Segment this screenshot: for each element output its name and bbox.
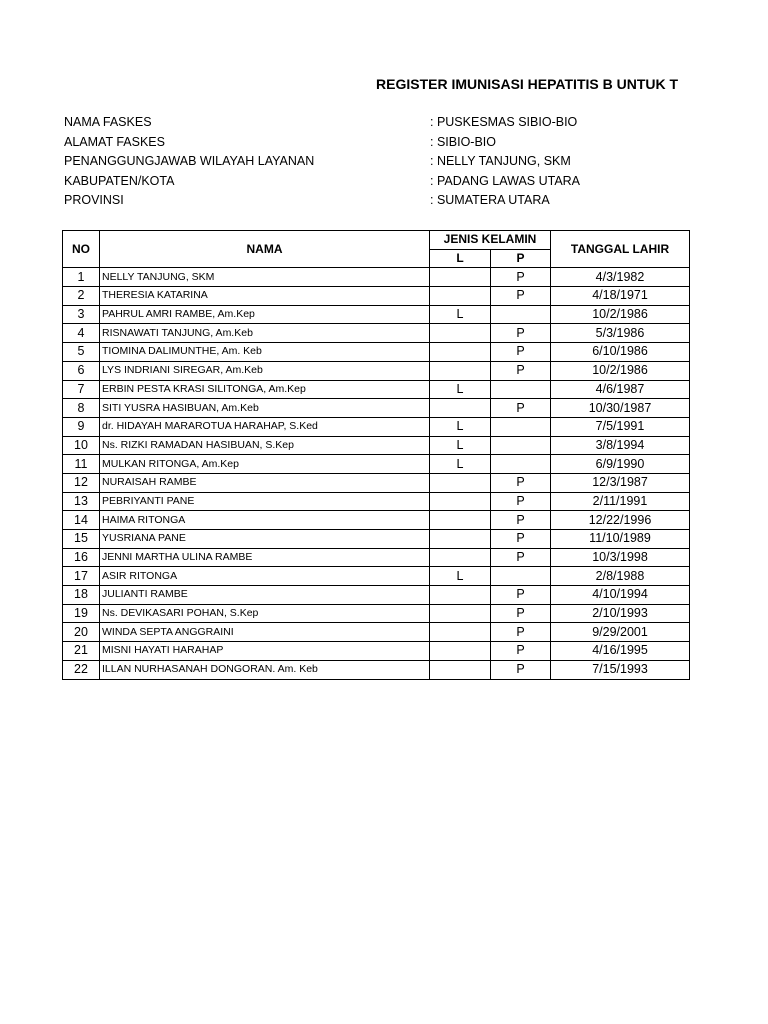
row-number: 4 — [63, 324, 100, 343]
info-value: : PUSKESMAS SIBIO-BIO — [430, 115, 578, 129]
row-gender-l — [430, 604, 491, 623]
register-table-body — [63, 268, 690, 679]
table-row — [63, 399, 690, 418]
row-number: 10 — [63, 436, 100, 455]
table-row — [63, 287, 690, 306]
table-row — [63, 473, 690, 492]
row-name: YUSRIANA PANE — [100, 530, 430, 549]
row-gender-p — [491, 455, 551, 474]
row-gender-l — [430, 586, 491, 605]
register-table — [62, 230, 690, 680]
row-gender-p — [491, 567, 551, 586]
row-birth-date: 10/3/1998 — [551, 548, 690, 567]
row-number: 13 — [63, 492, 100, 511]
row-gender-l: L — [430, 305, 491, 324]
row-birth-date: 2/10/1993 — [551, 604, 690, 623]
row-number: 22 — [63, 660, 100, 679]
table-row — [63, 567, 690, 586]
row-gender-p: P — [491, 473, 551, 492]
row-number: 2 — [63, 287, 100, 306]
row-birth-date: 10/30/1987 — [551, 399, 690, 418]
row-name: WINDA SEPTA ANGGRAINI — [100, 623, 430, 642]
row-gender-l — [430, 473, 491, 492]
table-row — [63, 642, 690, 661]
row-name: PAHRUL AMRI RAMBE, Am.Kep — [100, 305, 430, 324]
row-gender-l — [430, 287, 491, 306]
row-birth-date: 7/5/1991 — [551, 417, 690, 436]
row-number: 11 — [63, 455, 100, 474]
row-number: 8 — [63, 399, 100, 418]
info-label: PROVINSI — [64, 193, 124, 207]
row-number: 5 — [63, 343, 100, 362]
row-birth-date: 2/8/1988 — [551, 567, 690, 586]
row-birth-date: 2/11/1991 — [551, 492, 690, 511]
row-birth-date: 4/6/1987 — [551, 380, 690, 399]
info-value: : SIBIO-BIO — [430, 134, 496, 149]
row-gender-p — [491, 380, 551, 399]
table-row — [63, 305, 690, 324]
table-row — [63, 623, 690, 642]
table-row — [63, 343, 690, 362]
row-name: HAIMA RITONGA — [100, 511, 430, 530]
row-number: 3 — [63, 305, 100, 324]
row-gender-l — [430, 399, 491, 418]
row-gender-l: L — [430, 417, 491, 436]
header-tanggal-lahir: TANGGAL LAHIR — [551, 231, 690, 268]
table-row — [63, 417, 690, 436]
table-row — [63, 324, 690, 343]
row-birth-date: 5/3/1986 — [551, 324, 690, 343]
row-gender-l — [430, 492, 491, 511]
row-name: SITI YUSRA HASIBUAN, Am.Keb — [100, 399, 430, 418]
row-name: THERESIA KATARINA — [100, 287, 430, 306]
row-birth-date: 12/3/1987 — [551, 473, 690, 492]
row-gender-l — [430, 343, 491, 362]
table-row — [63, 380, 690, 399]
row-gender-p: P — [491, 548, 551, 567]
row-gender-l: L — [430, 380, 491, 399]
row-gender-p: P — [491, 399, 551, 418]
row-number: 12 — [63, 473, 100, 492]
row-birth-date: 6/10/1986 — [551, 343, 690, 362]
row-birth-date: 11/10/1989 — [551, 530, 690, 549]
row-name: ILLAN NURHASANAH DONGORAN. Am. Keb — [100, 660, 430, 679]
header-p: P — [491, 249, 551, 268]
info-value: : SUMATERA UTARA — [430, 193, 550, 207]
row-birth-date: 10/2/1986 — [551, 361, 690, 380]
row-birth-date: 12/22/1996 — [551, 511, 690, 530]
row-name: Ns. RIZKI RAMADAN HASIBUAN, S.Kep — [100, 436, 430, 455]
row-birth-date: 4/3/1982 — [551, 268, 690, 287]
row-gender-l — [430, 361, 491, 380]
row-name: Ns. DEVIKASARI POHAN, S.Kep — [100, 604, 430, 623]
row-birth-date: 10/2/1986 — [551, 305, 690, 324]
row-birth-date: 6/9/1990 — [551, 455, 690, 474]
row-gender-p: P — [491, 604, 551, 623]
table-row — [63, 660, 690, 679]
info-label: ALAMAT FASKES — [64, 134, 165, 149]
row-birth-date: 9/29/2001 — [551, 623, 690, 642]
row-gender-l — [430, 548, 491, 567]
row-gender-p — [491, 305, 551, 324]
row-gender-l — [430, 660, 491, 679]
row-gender-p: P — [491, 642, 551, 661]
row-name: JENNI MARTHA ULINA RAMBE — [100, 548, 430, 567]
row-gender-p: P — [491, 623, 551, 642]
row-number: 6 — [63, 361, 100, 380]
row-name: ASIR RITONGA — [100, 567, 430, 586]
row-gender-l — [430, 324, 491, 343]
row-gender-p: P — [491, 324, 551, 343]
row-gender-l — [430, 511, 491, 530]
header-no: NO — [63, 231, 100, 268]
row-gender-l — [430, 530, 491, 549]
row-name: MULKAN RITONGA, Am.Kep — [100, 455, 430, 474]
table-row — [63, 436, 690, 455]
info-value: : PADANG LAWAS UTARA — [430, 173, 581, 188]
row-number: 1 — [63, 268, 100, 287]
row-name: dr. HIDAYAH MARAROTUA HARAHAP, S.Ked — [100, 417, 430, 436]
header-nama: NAMA — [100, 231, 430, 268]
row-gender-p: P — [491, 492, 551, 511]
table-row — [63, 548, 690, 567]
header-jenis-kelamin: JENIS KELAMIN — [430, 231, 551, 250]
row-number: 21 — [63, 642, 100, 661]
table-row — [63, 492, 690, 511]
row-name: RISNAWATI TANJUNG, Am.Keb — [100, 324, 430, 343]
row-gender-p: P — [491, 530, 551, 549]
row-birth-date: 3/8/1994 — [551, 436, 690, 455]
info-label: NAMA FASKES — [64, 115, 152, 129]
table-row — [63, 511, 690, 530]
row-birth-date: 4/16/1995 — [551, 642, 690, 661]
row-number: 14 — [63, 511, 100, 530]
row-name: ERBIN PESTA KRASI SILITONGA, Am.Kep — [100, 380, 430, 399]
row-gender-p: P — [491, 268, 551, 287]
row-number: 18 — [63, 586, 100, 605]
table-row — [63, 604, 690, 623]
row-gender-p: P — [491, 511, 551, 530]
table-row — [63, 268, 690, 287]
row-number: 15 — [63, 530, 100, 549]
row-gender-l: L — [430, 567, 491, 586]
row-gender-l — [430, 623, 491, 642]
row-name: JULIANTI RAMBE — [100, 586, 430, 605]
row-name: NURAISAH RAMBE — [100, 473, 430, 492]
row-gender-l — [430, 268, 491, 287]
row-gender-p — [491, 436, 551, 455]
row-gender-l: L — [430, 436, 491, 455]
row-gender-l — [430, 642, 491, 661]
page-title: REGISTER IMUNISASI HEPATITIS B UNTUK T — [376, 76, 679, 92]
row-gender-p: P — [491, 343, 551, 362]
row-gender-p: P — [491, 660, 551, 679]
info-label: KABUPATEN/KOTA — [64, 173, 175, 188]
row-name: NELLY TANJUNG, SKM — [100, 268, 430, 287]
row-gender-p — [491, 417, 551, 436]
row-number: 7 — [63, 380, 100, 399]
row-gender-l: L — [430, 455, 491, 474]
row-name: PEBRIYANTI PANE — [100, 492, 430, 511]
table-row — [63, 530, 690, 549]
row-gender-p: P — [491, 287, 551, 306]
row-name: TIOMINA DALIMUNTHE, Am. Keb — [100, 343, 430, 362]
info-value: : NELLY TANJUNG, SKM — [430, 154, 571, 168]
row-birth-date: 7/15/1993 — [551, 660, 690, 679]
row-number: 20 — [63, 623, 100, 642]
row-birth-date: 4/10/1994 — [551, 586, 690, 605]
row-name: LYS INDRIANI SIREGAR, Am.Keb — [100, 361, 430, 380]
row-number: 17 — [63, 567, 100, 586]
table-row — [63, 586, 690, 605]
row-gender-p: P — [491, 361, 551, 380]
row-number: 9 — [63, 417, 100, 436]
info-label: PENANGGUNGJAWAB WILAYAH LAYANAN — [64, 154, 315, 168]
row-number: 19 — [63, 604, 100, 623]
row-number: 16 — [63, 548, 100, 567]
row-gender-p: P — [491, 586, 551, 605]
row-birth-date: 4/18/1971 — [551, 287, 690, 306]
table-row — [63, 455, 690, 474]
table-row — [63, 361, 690, 380]
row-name: MISNI HAYATI HARAHAP — [100, 642, 430, 661]
header-l: L — [430, 249, 491, 268]
